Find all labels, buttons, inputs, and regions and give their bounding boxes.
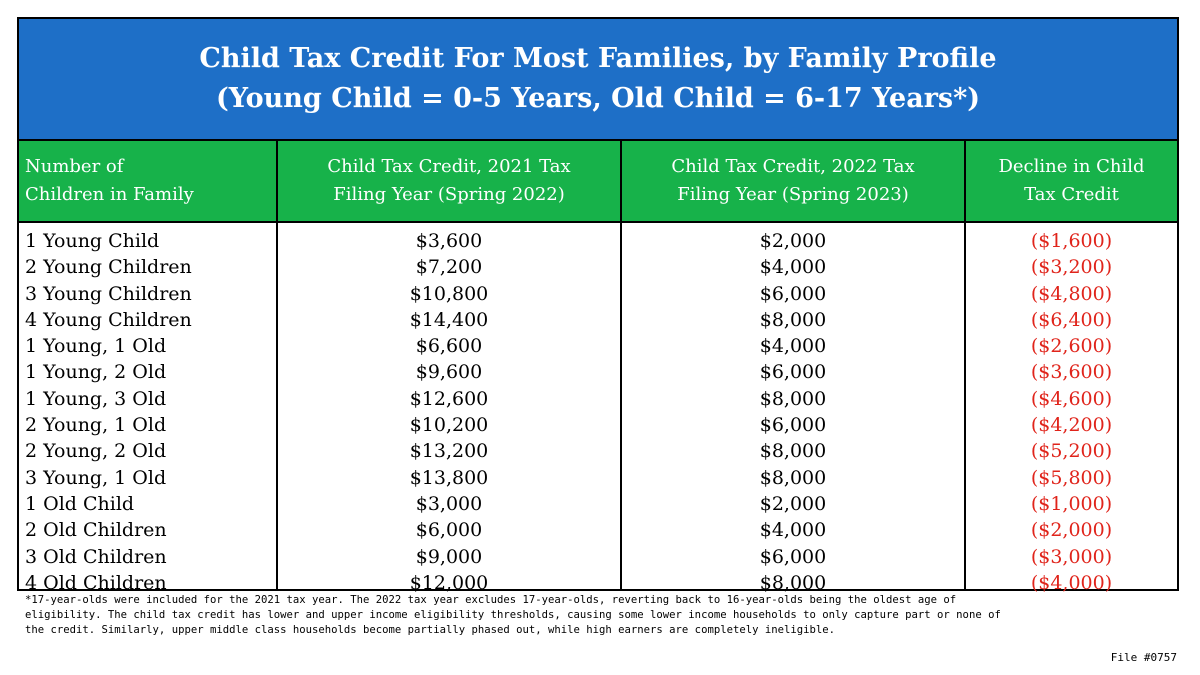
decline-cell: ($2,000) — [1030, 519, 1113, 542]
credit-2021-cell: $10,200 — [409, 414, 489, 437]
table-title — [19, 19, 1177, 141]
credit-2021-cell: $13,200 — [409, 440, 489, 463]
credit-table — [19, 141, 1177, 594]
credit-2022-column — [620, 223, 964, 594]
credit-2021-cell: $3,600 — [415, 230, 483, 252]
family-cell: 1 Young, 3 Old — [25, 387, 167, 410]
column-header-credit-2021 — [276, 141, 620, 223]
decline-cell: ($4,800) — [1030, 282, 1113, 305]
credit-2022-cell: $2,000 — [759, 492, 827, 515]
credit-2021-cell: $3,000 — [415, 492, 483, 515]
family-cell: 1 Young Child — [25, 230, 160, 252]
column-header-credit-2021-line-1: Child Tax Credit, 2021 Tax — [327, 156, 571, 177]
footnote-line-1: *17-year-olds were included for the 2021 tax year. The 2022 tax year excludes 17-year-olds, reverting back to 16-year-olds being the oldest age of — [25, 594, 957, 606]
family-column — [19, 223, 276, 594]
decline-column — [964, 223, 1177, 594]
column-header-credit-2022 — [620, 141, 964, 223]
title-line-1: Child Tax Credit For Most Families, by Family Profile — [199, 43, 997, 74]
credit-2021-cell: $7,200 — [415, 256, 483, 279]
credit-2021-cell: $13,800 — [409, 466, 489, 489]
decline-cell: ($1,600) — [1030, 230, 1113, 252]
family-cell: 3 Young, 1 Old — [25, 466, 167, 489]
family-cell: 2 Young, 2 Old — [25, 440, 167, 463]
decline-cell: ($3,600) — [1030, 361, 1113, 384]
credit-2021-cell: $6,600 — [415, 335, 483, 358]
credit-2022-cell: $8,000 — [759, 308, 827, 331]
credit-2021-cell: $9,000 — [415, 545, 483, 568]
credit-2022-cell: $4,000 — [759, 256, 827, 279]
column-header-family-line-2: Children in Family — [25, 184, 194, 205]
family-cell: 4 Old Children — [25, 571, 167, 594]
credit-2022-cell: $8,000 — [759, 466, 827, 489]
credit-2022-cell: $4,000 — [759, 335, 827, 358]
column-header-decline — [964, 141, 1177, 223]
decline-cell: ($5,800) — [1030, 466, 1113, 489]
table-frame — [17, 17, 1179, 594]
footnote-line-3: the credit. Similarly, upper middle class households become partially phased out, while high earners are completely ineligible. — [25, 624, 836, 636]
credit-2021-cell: $10,800 — [409, 282, 489, 305]
footnote-line-2: eligibility. The child tax credit has lower and upper income eligibility thresholds, causing some lower income households to only capture part or none of — [25, 609, 1001, 621]
file-number: File #0757 — [1110, 651, 1177, 664]
family-cell: 1 Young, 2 Old — [25, 361, 167, 384]
family-cell: 2 Young, 1 Old — [25, 414, 167, 437]
credit-2022-cell: $6,000 — [759, 414, 827, 437]
column-header-credit-2022-line-1: Child Tax Credit, 2022 Tax — [671, 156, 915, 177]
decline-cell: ($4,200) — [1030, 414, 1113, 437]
decline-cell: ($5,200) — [1030, 440, 1113, 463]
credit-2022-cell: $6,000 — [759, 545, 827, 568]
decline-cell: ($6,400) — [1030, 308, 1113, 331]
decline-cell: ($4,600) — [1030, 387, 1113, 410]
credit-2021-cell: $12,600 — [409, 387, 489, 410]
decline-cell: ($2,600) — [1030, 335, 1113, 358]
family-cell: 2 Young Children — [25, 256, 192, 279]
credit-2022-cell: $6,000 — [759, 361, 827, 384]
family-cell: 4 Young Children — [25, 308, 192, 331]
column-header-credit-2021-line-2: Filing Year (Spring 2022) — [333, 184, 565, 205]
credit-2022-cell: $6,000 — [759, 282, 827, 305]
column-header-credit-2022-line-2: Filing Year (Spring 2023) — [677, 184, 909, 205]
title-line-2: (Young Child = 0-5 Years, Old Child = 6-17 Years*) — [215, 83, 981, 114]
column-header-decline-line-2: Tax Credit — [1024, 184, 1119, 205]
decline-cell: ($3,000) — [1030, 545, 1113, 568]
column-header-decline-line-1: Decline in Child — [998, 156, 1145, 177]
credit-2022-cell: $4,000 — [759, 519, 827, 542]
column-header-family-line-1: Number of — [25, 156, 124, 177]
credit-2022-cell: $8,000 — [759, 571, 827, 594]
family-cell: 1 Young, 1 Old — [25, 335, 167, 358]
credit-2021-cell: $6,000 — [415, 519, 483, 542]
family-cell: 1 Old Child — [25, 492, 135, 515]
family-cell: 3 Young Children — [25, 282, 192, 305]
credit-2021-column — [276, 223, 620, 594]
credit-2022-cell: $8,000 — [759, 387, 827, 410]
credit-2022-cell: $2,000 — [759, 230, 827, 252]
decline-cell: ($4,000) — [1030, 571, 1113, 594]
credit-2021-cell: $9,600 — [415, 361, 483, 384]
column-header-family — [19, 141, 276, 223]
decline-cell: ($3,200) — [1030, 256, 1113, 279]
family-cell: 2 Old Children — [25, 519, 167, 542]
decline-cell: ($1,000) — [1030, 492, 1113, 515]
credit-2022-cell: $8,000 — [759, 440, 827, 463]
credit-2021-cell: $14,400 — [409, 308, 489, 331]
footnote — [25, 593, 1185, 638]
family-cell: 3 Old Children — [25, 545, 167, 568]
credit-2021-cell: $12,000 — [409, 571, 489, 594]
